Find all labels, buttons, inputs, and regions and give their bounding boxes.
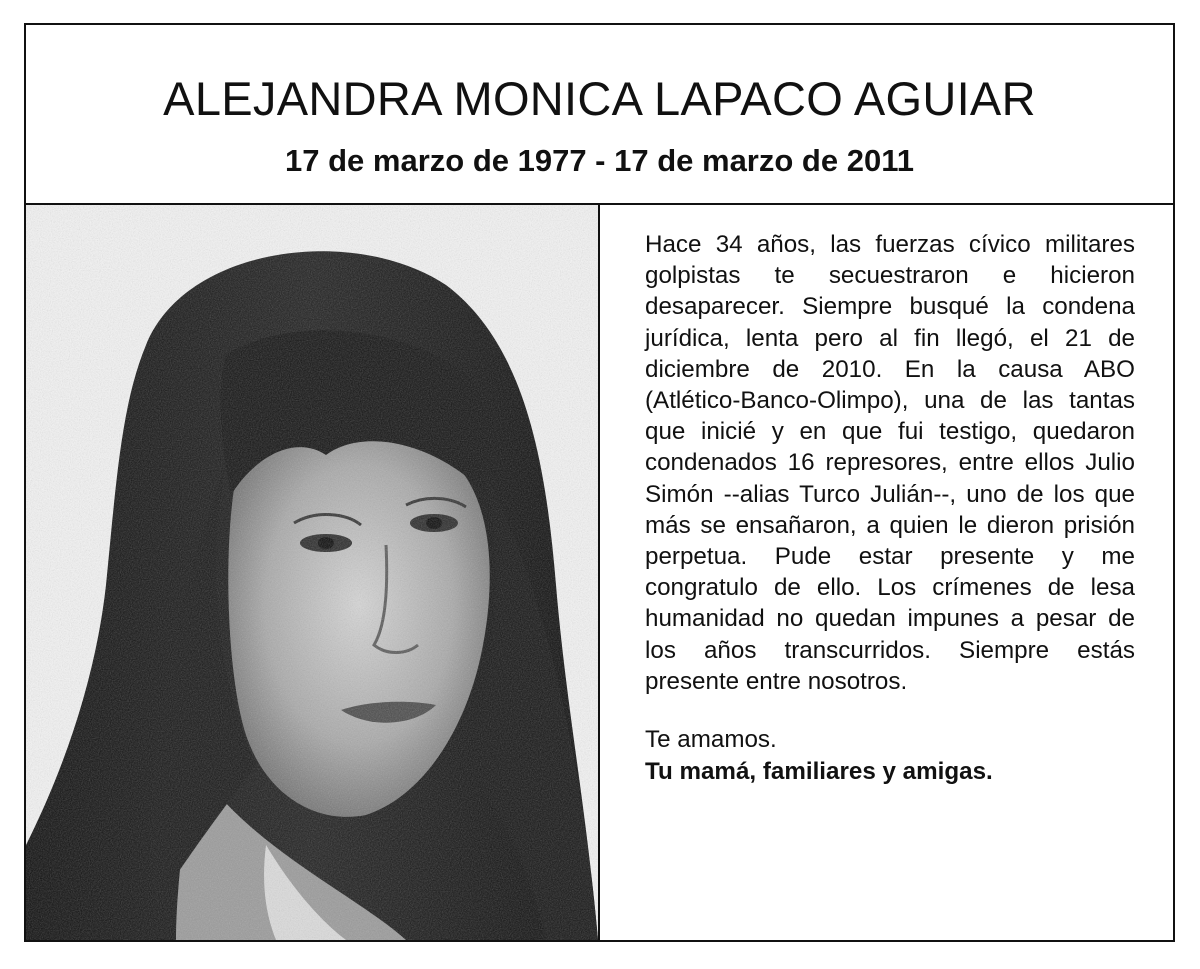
date-range: 17 de marzo de 1977 - 17 de marzo de 2011: [285, 143, 914, 178]
message-panel: [600, 205, 1173, 940]
header: [26, 25, 1173, 205]
person-name: ALEJANDRA MONICA LAPACO AGUIAR: [163, 72, 1036, 125]
memorial-notice: [24, 23, 1175, 942]
message-body: Hace 34 años, las fuerzas cívico militares golpistas te secuestraron e hicieron desaparecer. Siempre busqué la condena jurídica, lenta pero al fin llegó, el 21 de diciembre de 2010. En la causa ABO (Atlético-Banco-Olimpo), una de las tantas que inicié y en que fui testigo, quedaron condenados 16 represores, entre ellos Julio Simón --alias Turco Julián--, uno de los que más se ensañaron, a quien le dieron prisión perpetua. Pude estar presente y me congratulo de ello. Los crímenes de lesa humanidad no quedan impunes a pesar de los años transcurridos. Siempre estás presente entre nosotros.: [645, 231, 1135, 695]
signature-line: Tu mamá, familiares y amigas.: [645, 757, 993, 785]
closing-line: Te amamos.: [645, 726, 777, 754]
portrait-photo: [26, 205, 600, 940]
portrait-photo-icon: [26, 205, 598, 940]
